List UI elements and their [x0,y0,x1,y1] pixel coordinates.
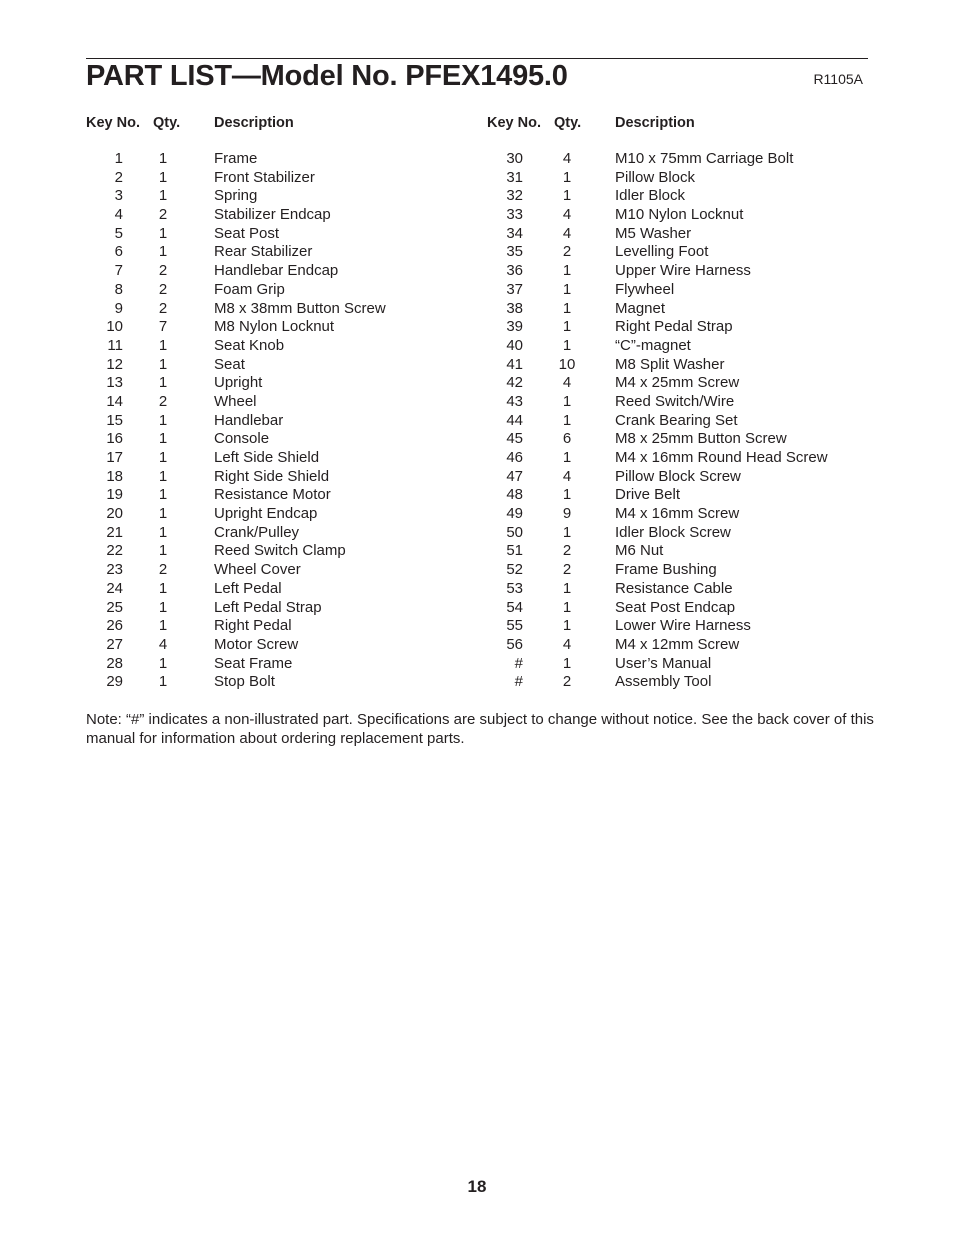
part-key-no: 40 [506,336,523,354]
part-qty: 2 [158,392,168,410]
part-description: Drive Belt [615,486,681,504]
part-key-no: 21 [106,523,123,541]
part-row [487,243,867,262]
part-description: M4 x 16mm Round Head Screw [615,449,828,466]
part-row [86,599,466,618]
part-key-no: 38 [506,299,523,317]
part-key-no: 54 [506,598,523,616]
parts-list-right [487,150,867,692]
part-row [86,468,466,487]
part-qty: 1 [562,392,572,410]
part-row [487,169,867,188]
document-code: R1105A [813,71,863,87]
part-description: Stabilizer Endcap [214,206,331,224]
part-description: M5 Washer [615,224,692,242]
part-key-no: 26 [106,617,123,635]
part-row [86,150,466,169]
part-qty: 1 [562,187,572,205]
part-description: Flywheel [615,280,675,298]
part-description: Lower Wire Harness [615,617,751,635]
part-qty: 4 [562,467,572,485]
part-row [487,225,867,244]
part-description: Left Side Shield [214,449,320,466]
part-qty: 1 [158,673,168,691]
part-qty: 4 [562,150,572,167]
part-key-no: # [514,673,523,691]
part-qty: 1 [562,523,572,541]
part-key-no: 2 [114,168,123,186]
part-description: Resistance Motor [214,486,331,504]
part-description: Handlebar Endcap [214,262,339,280]
part-description: M8 x 38mm Button Screw [214,299,386,317]
part-qty: 2 [158,561,168,579]
part-qty: 4 [562,635,572,653]
part-qty: 7 [158,318,168,336]
part-row [487,356,867,375]
part-description: M8 x 25mm Button Screw [615,430,787,448]
part-qty: 1 [562,318,572,336]
part-key-no: 49 [506,505,523,523]
part-qty: 1 [158,486,168,504]
part-description: Right Side Shield [214,467,330,485]
part-row [86,225,466,244]
part-description: Idler Block [615,187,686,205]
part-row [487,599,867,618]
part-description: Crank Bearing Set [615,411,738,429]
part-key-no: 50 [506,523,523,541]
part-qty: 2 [562,542,572,560]
part-row [487,673,867,692]
part-row [487,374,867,393]
part-key-no: 31 [506,168,523,186]
part-row [487,561,867,580]
part-row [86,617,466,636]
part-qty: 1 [562,262,572,280]
part-description: Right Pedal Strap [615,318,733,336]
part-qty: 10 [558,355,576,373]
part-description: Spring [214,187,258,205]
part-key-no: 7 [114,262,123,280]
part-row [487,262,867,281]
part-row [86,449,466,468]
part-key-no: 14 [106,392,123,410]
part-row [487,655,867,674]
part-row [86,393,466,412]
part-qty: 1 [158,467,168,485]
part-row [86,262,466,281]
part-description: Frame Bushing [615,561,717,579]
part-qty: 1 [158,168,168,186]
part-row [86,374,466,393]
part-description: Reed Switch/Wire [615,392,735,410]
part-qty: 1 [158,598,168,616]
part-qty: 2 [158,299,168,317]
part-row [86,673,466,692]
part-qty: 1 [562,486,572,504]
part-key-no: 25 [106,598,123,616]
part-description: Upper Wire Harness [615,262,751,280]
part-qty: 1 [562,168,572,186]
part-description: Front Stabilizer [214,168,315,186]
part-qty: 1 [562,280,572,298]
description-header: Description [615,115,695,131]
part-key-no: 22 [106,542,123,560]
part-row [86,206,466,225]
part-description: Seat Post Endcap [615,598,736,616]
part-description: Seat Post [214,224,280,242]
part-row [86,356,466,375]
part-description: Wheel Cover [214,561,301,579]
part-row [86,655,466,674]
part-qty: 9 [562,505,572,523]
part-description: Wheel [214,392,257,410]
part-key-no: 43 [506,392,523,410]
part-key-no: 15 [106,411,123,429]
part-key-no: 17 [106,449,123,466]
part-description: Stop Bolt [214,673,275,691]
part-key-no: 30 [506,150,523,167]
qty-header: Qty. [153,115,181,131]
part-row [86,187,466,206]
part-description: Idler Block Screw [615,523,731,541]
part-key-no: 12 [106,355,123,373]
part-qty: 1 [562,449,572,466]
part-key-no: 28 [106,654,123,672]
part-key-no: 18 [106,467,123,485]
part-key-no: 5 [114,224,123,242]
part-key-no: 37 [506,280,523,298]
part-description: Console [214,430,270,448]
qty-header: Qty. [554,115,582,131]
part-description: Upright Endcap [214,505,318,523]
part-qty: 2 [562,561,572,579]
part-qty: 4 [158,635,168,653]
part-row [487,393,867,412]
part-row [86,243,466,262]
part-description: Resistance Cable [615,579,733,597]
part-qty: 1 [562,336,572,354]
part-qty: 1 [158,449,168,466]
part-description: Rear Stabilizer [214,243,313,261]
part-qty: 1 [562,411,572,429]
part-description: Seat Frame [214,654,293,672]
part-key-no: 6 [114,243,123,261]
part-row [487,542,867,561]
part-qty: 1 [158,523,168,541]
description-header: Description [214,115,294,131]
part-key-no: 3 [114,187,123,205]
part-description: “C”-magnet [615,336,691,354]
part-description: Assembly Tool [615,673,712,691]
part-row [487,150,867,169]
part-key-no: 55 [506,617,523,635]
part-row [86,486,466,505]
part-key-no: 1 [114,150,123,167]
part-row [86,561,466,580]
part-description: M6 Nut [615,542,664,560]
part-key-no: 10 [106,318,123,336]
part-qty: 4 [562,206,572,224]
part-description: M4 x 25mm Screw [615,374,740,392]
part-key-no: 4 [114,206,123,224]
part-row [487,580,867,599]
part-description: M8 Split Washer [615,355,725,373]
part-key-no: 42 [506,374,523,392]
part-qty: 2 [158,262,168,280]
part-key-no: 48 [506,486,523,504]
part-key-no: 9 [114,299,123,317]
part-key-no: 47 [506,467,523,485]
part-qty: 1 [158,336,168,354]
part-key-no: 11 [107,336,123,354]
part-description: Handlebar [214,411,284,429]
part-key-no: 23 [106,561,123,579]
part-description: Magnet [615,299,666,317]
part-row [86,318,466,337]
part-description: M10 Nylon Locknut [615,206,744,224]
part-description: User’s Manual [615,654,712,672]
part-description: Motor Screw [214,635,299,653]
part-row [487,505,867,524]
part-row [487,486,867,505]
footnote: Note: “#” indicates a non-illustrated part. Specifications are subject to change without notice. See the back cover of this manual for information about ordering replacement parts. [86,711,874,747]
part-description: Frame [214,150,258,167]
part-row [487,468,867,487]
part-qty: 1 [158,430,168,448]
part-description: Foam Grip [214,280,285,298]
part-qty: 1 [562,598,572,616]
part-row [86,337,466,356]
part-qty: 1 [158,579,168,597]
part-key-no: 45 [506,430,523,448]
part-key-no: 52 [506,561,523,579]
part-row [487,524,867,543]
part-key-no: 27 [106,635,123,653]
part-row [487,187,867,206]
part-key-no: 36 [506,262,523,280]
part-qty: 1 [562,579,572,597]
part-key-no: 44 [506,411,523,429]
part-row [86,300,466,319]
part-qty: 1 [158,505,168,523]
part-key-no: 56 [506,635,523,653]
part-qty: 1 [158,355,168,373]
part-row [86,169,466,188]
part-qty: 1 [158,411,168,429]
part-row [86,636,466,655]
part-qty: 4 [562,374,572,392]
part-row [487,206,867,225]
part-key-no: 34 [506,224,523,242]
part-description: Levelling Foot [615,243,709,261]
part-description: Pillow Block [615,168,696,186]
part-key-no: 39 [506,318,523,336]
part-row [86,505,466,524]
page-number: 18 [467,1177,487,1196]
part-key-no: 41 [506,355,523,373]
part-key-no: 19 [106,486,123,504]
part-qty: 2 [158,280,168,298]
part-description: Reed Switch Clamp [214,542,346,560]
part-row [487,318,867,337]
part-row [487,430,867,449]
part-row [487,449,867,468]
part-key-no: 53 [506,579,523,597]
key-no-header: Key No. [487,115,541,131]
part-key-no: 24 [106,579,123,597]
part-qty: 1 [158,654,168,672]
part-key-no: 51 [506,542,523,560]
part-row [86,524,466,543]
part-row [487,636,867,655]
part-row [86,281,466,300]
part-qty: 1 [158,542,168,560]
part-description: M10 x 75mm Carriage Bolt [615,150,794,167]
part-qty: 1 [158,224,168,242]
part-qty: 1 [158,617,168,635]
part-key-no: 46 [506,449,523,466]
part-row [487,412,867,431]
part-key-no: 33 [506,206,523,224]
part-row [487,337,867,356]
part-description: M4 x 12mm Screw [615,635,740,653]
part-description: Seat Knob [214,336,285,354]
part-description: Seat [214,355,245,373]
part-qty: 1 [562,299,572,317]
part-row [86,412,466,431]
part-qty: 1 [158,150,168,167]
part-key-no: 35 [506,243,523,261]
part-key-no: 20 [106,505,123,523]
part-key-no: 29 [106,673,123,691]
part-qty: 2 [562,243,572,261]
part-key-no: 13 [106,374,123,392]
part-key-no: # [514,654,523,672]
part-row [487,300,867,319]
part-qty: 1 [158,187,168,205]
part-qty: 2 [158,206,168,224]
part-qty: 4 [562,224,572,242]
part-row [487,617,867,636]
part-row [86,542,466,561]
part-qty: 1 [158,243,168,261]
part-description: Crank/Pulley [214,523,300,541]
part-description: Upright [214,374,263,392]
part-key-no: 16 [106,430,123,448]
part-row [86,580,466,599]
part-key-no: 8 [114,280,123,298]
part-qty: 6 [562,430,572,448]
page-title: PART LIST—Model No. PFEX1495.0 [86,60,568,92]
part-qty: 2 [562,673,572,691]
part-description: M8 Nylon Locknut [214,318,335,336]
part-description: Left Pedal [214,579,282,597]
part-qty: 1 [562,654,572,672]
part-row [487,281,867,300]
key-no-header: Key No. [86,115,140,131]
parts-list-left [86,150,466,692]
part-description: Pillow Block Screw [615,467,741,485]
part-row [86,430,466,449]
part-description: Right Pedal [214,617,292,635]
part-qty: 1 [158,374,168,392]
part-qty: 1 [562,617,572,635]
part-key-no: 32 [506,187,523,205]
part-description: M4 x 16mm Screw [615,505,740,523]
part-description: Left Pedal Strap [214,598,322,616]
